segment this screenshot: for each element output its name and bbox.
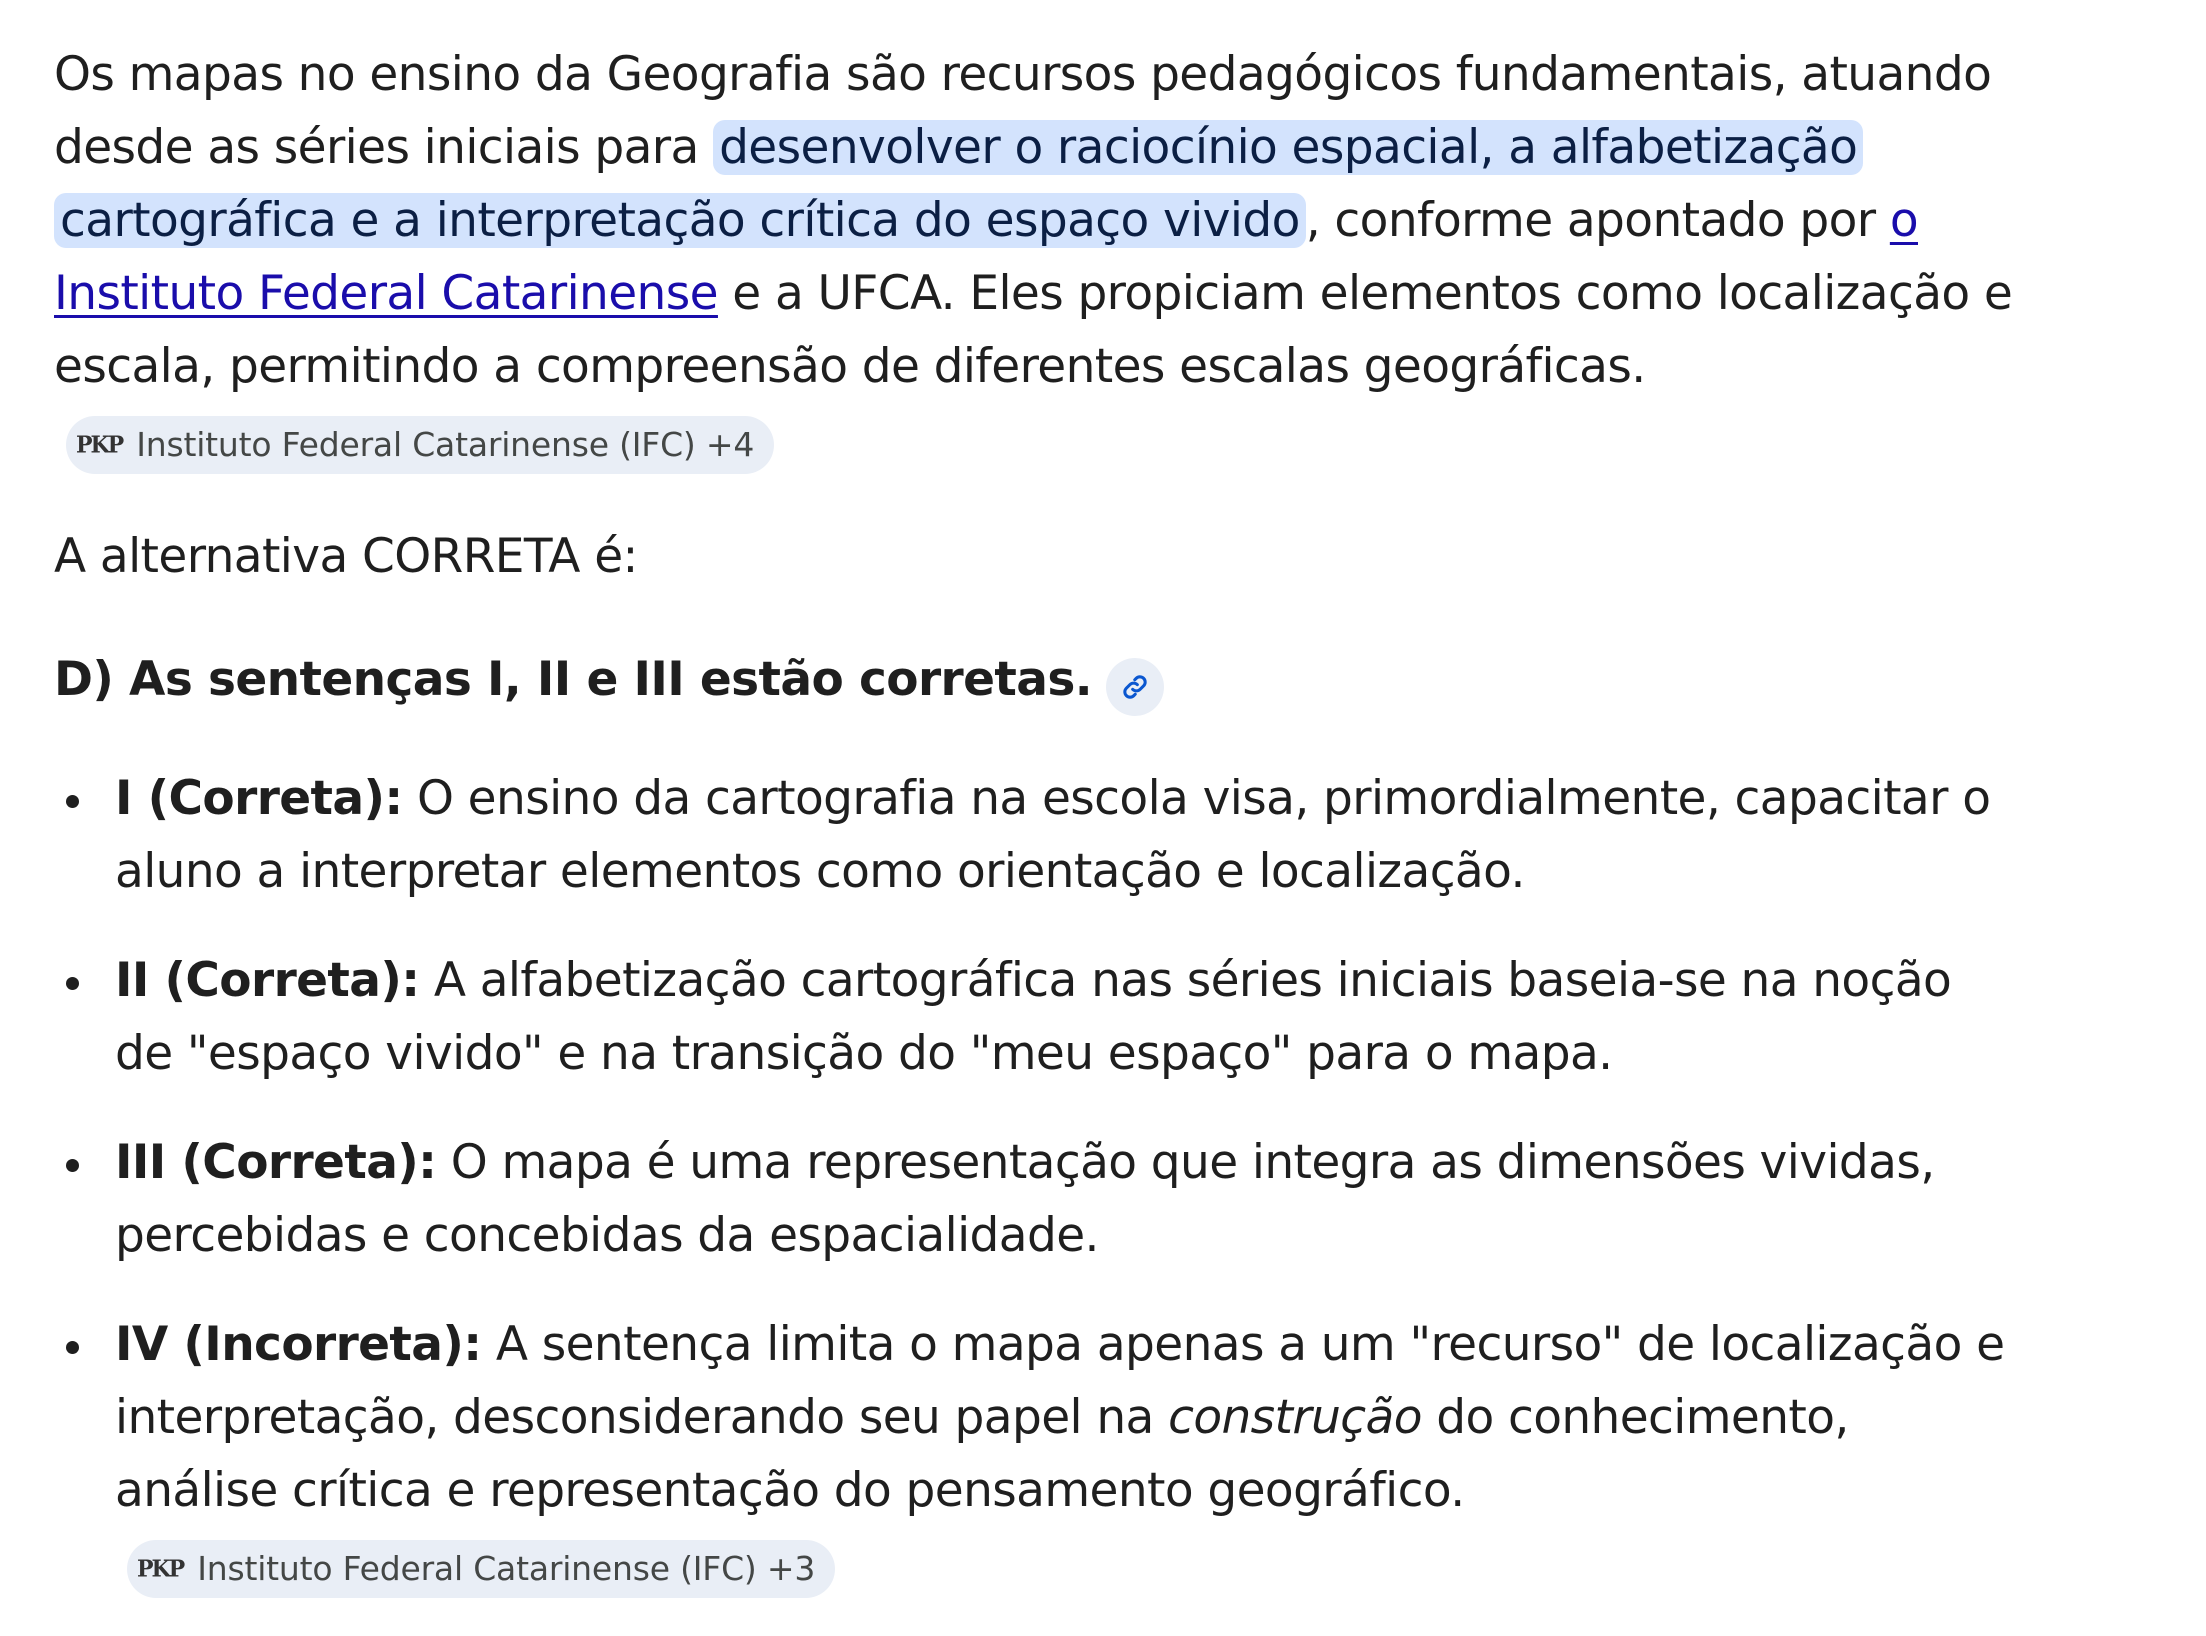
pkp-logo-icon: PKP	[76, 431, 123, 459]
list-item-iii	[54, 1126, 2014, 1272]
item-emphasis: construção	[1168, 1390, 1422, 1445]
intro-text-3: e a UFCA. Eles propiciam elementos como localização e escala, permitindo a compreensão de diferentes escalas geográficas.	[54, 266, 2013, 394]
source-link-ifc[interactable]: o Instituto Federal Catarinense	[54, 193, 1918, 321]
list-item-iv	[54, 1308, 2014, 1600]
response-content	[54, 38, 2014, 1636]
source-chip-label: Instituto Federal Catarinense (IFC) +3	[197, 1549, 816, 1588]
list-item-i	[54, 762, 2014, 908]
item-label: III (Correta):	[115, 1135, 437, 1190]
question-paragraph: A alternativa CORRETA é:	[54, 529, 638, 584]
list-item-ii	[54, 944, 2014, 1090]
sentence-list	[54, 762, 2014, 1600]
item-text: A alfabetização cartográfica nas séries iniciais baseia-se na noção de "espaço vivido" e na transição do "meu espaço" para o mapa.	[115, 953, 1952, 1081]
answer-text: D) As sentenças I, II e III estão corretas.	[54, 652, 1092, 707]
highlighted-phrase[interactable]: desenvolver o raciocínio espacial, a alfabetização cartográfica e a interpretação crítica do espaço vivido	[54, 120, 1863, 248]
source-chip-2[interactable]	[127, 1540, 835, 1598]
intro-paragraph	[54, 38, 2014, 476]
intro-text-2: , conforme apontado por	[1305, 193, 1890, 248]
item-text-2: do conhecimento, análise crítica e representação do pensamento geográfico.	[115, 1390, 1849, 1518]
intro-text-1: Os mapas no ensino da Geografia são recursos pedagógicos fundamentais, atuando desde as séries iniciais para	[54, 47, 1992, 175]
source-chip-label: Instituto Federal Catarinense (IFC) +4	[136, 425, 755, 464]
pkp-logo-icon: PKP	[137, 1555, 184, 1583]
item-label: I (Correta):	[115, 771, 403, 826]
item-text: O mapa é uma representação que integra as dimensões vividas, percebidas e concebidas da espacialidade.	[115, 1135, 1935, 1263]
link-icon[interactable]	[1106, 658, 1164, 716]
source-chip-1[interactable]	[66, 416, 774, 474]
item-text: O ensino da cartografia na escola visa, primordialmente, capacitar o aluno a interpretar elementos como orientação e localização.	[115, 771, 1991, 899]
answer-line	[54, 643, 2014, 716]
item-label: II (Correta):	[115, 953, 420, 1008]
item-label: IV (Incorreta):	[115, 1317, 482, 1372]
item-text-1: A sentença limita o mapa apenas a um "recurso" de localização e interpretação, desconsiderando seu papel na	[115, 1317, 2005, 1445]
